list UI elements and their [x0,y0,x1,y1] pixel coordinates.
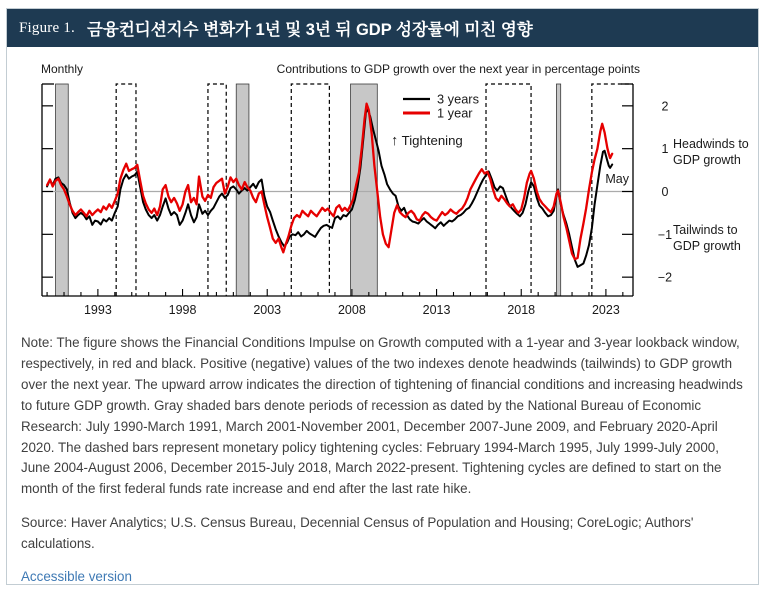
tightening-annotation: ↑ Tightening [391,133,463,149]
right-axis-tick-label: −1 [657,227,673,242]
tailwinds-label: Tailwinds to [673,223,738,237]
right-axis-tick-label: −2 [657,270,673,285]
figure-header [7,9,758,47]
right-axis-tick-label: 2 [661,99,669,114]
legend-label-3-years: 3 years [437,91,479,107]
frequency-label: Monthly [41,62,84,76]
last-point-label: May [605,172,629,186]
figure-title: 금융컨디션지수 변화가 1년 및 3년 뒤 GDP 성장률에 미친 영향 [86,21,533,39]
legend-label-1-year: 1 year [437,105,473,121]
fci-growth-line-chart [10,59,760,324]
x-axis-year-label: 2023 [591,303,620,317]
chart-axis-title: Contributions to GDP growth over the next year in percentage points [276,62,640,76]
x-axis-year-label: 2018 [507,303,536,317]
right-axis-tick-label: 1 [661,142,669,157]
source-text: Source: Haver Analytics; U.S. Census Bureau, Decennial Census of Population and Housing; CoreLogic; Authors' calculations. [21,515,694,552]
accessible-version-link[interactable]: Accessible version [21,569,132,585]
x-axis-year-label: 2013 [422,303,451,317]
x-axis-year-label: 2003 [253,303,282,317]
tailwinds-label: GDP growth [673,239,741,253]
x-axis-year-label: 1993 [83,303,112,317]
tightening-bar-open [592,84,633,296]
headwinds-label: Headwinds to [673,137,749,151]
right-axis-tick-label: 0 [661,184,669,199]
x-axis-year-label: 1998 [168,303,197,317]
chart-area [7,59,758,325]
headwinds-label: GDP growth [673,153,741,167]
figure-number: Figure 1. [19,19,75,36]
x-axis-year-label: 2008 [337,303,366,317]
tightening-bar [291,84,329,296]
figure-container [6,8,759,585]
note-text: Note: The figure shows the Financial Conditions Impulse on Growth computed with a 1-year and 3-year lookback window, respectively, in red and black. Positive (negative) values of the two indexes denote headwinds (tailwinds) to GDP growth over the next year. The upward arrow indicates the direction of tightening of financial conditions and increasing headwinds to future GDP growth. Gray shaded bars denote periods of recession as dated by the National Bureau of Economic Research: July 1990-March 1991, March 2001-November 2001, December 2007-June 2009, and February 2020-April 2020. The dashed bars represent monetary policy tightening cycles: February 1994-March 1995, July 1999-July 2000, June 2004-August 2006, December 2015-July 2018, March 2022-present. Tightening cycles are defined to start on the month of the first federal funds rate increase and end after the last rate hike. [21,335,743,497]
